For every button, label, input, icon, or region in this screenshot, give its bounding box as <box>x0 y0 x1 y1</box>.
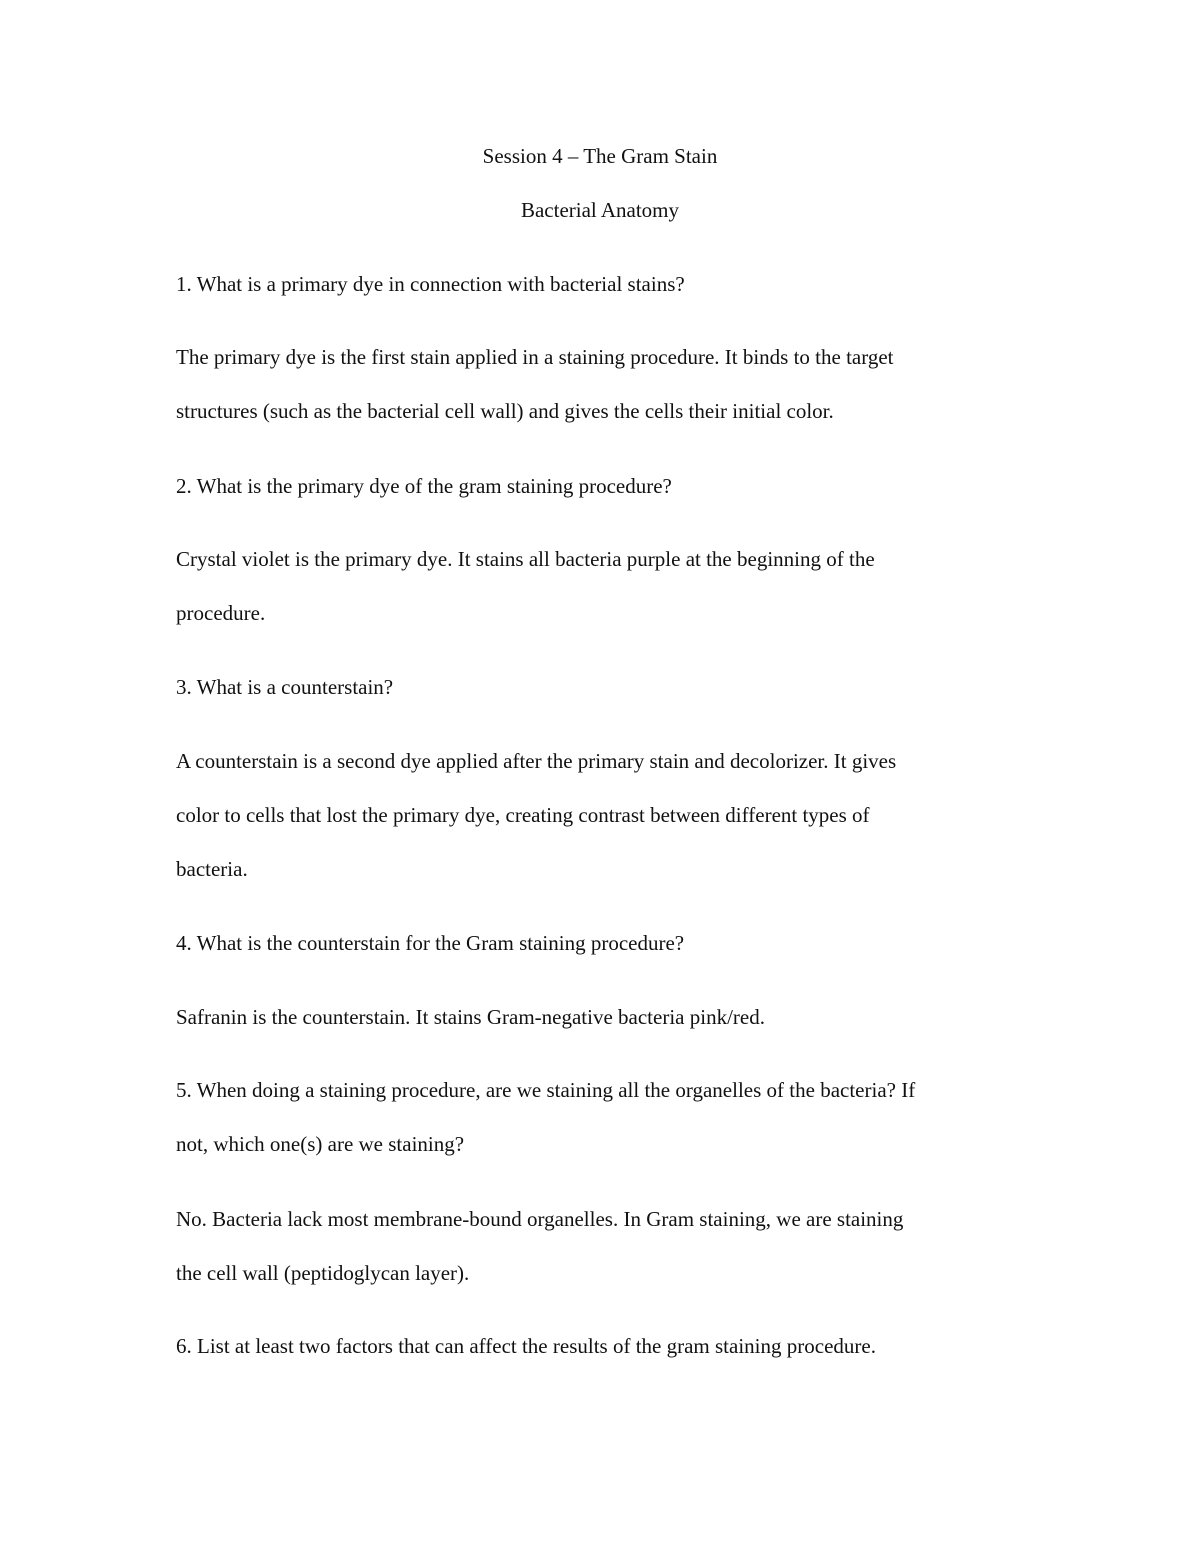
answer-line: Safranin is the counterstain. It stains Gram-negative bacteria pink/red. <box>176 1005 765 1029</box>
answer-line: structures (such as the bacterial cell wall) and gives the cells their initial color. <box>176 399 834 423</box>
question-3 <box>176 660 1026 714</box>
document-subtitle: Bacterial Anatomy <box>520 198 680 222</box>
answer-line: The primary dye is the first stain applied in a staining procedure. It binds to the target <box>176 345 894 369</box>
question-text: 3. What is a counterstain? <box>176 675 394 699</box>
question-text: 1. What is a primary dye in connection with bacterial stains? <box>176 272 685 296</box>
question-1 <box>176 257 1026 311</box>
answer-line: the cell wall (peptidoglycan layer). <box>176 1261 470 1285</box>
answer-line: Crystal violet is the primary dye. It stains all bacteria purple at the beginning of the <box>176 547 875 571</box>
answer-line: No. Bacteria lack most membrane-bound organelles. In Gram staining, we are staining <box>176 1207 904 1231</box>
question-line: 5. When doing a staining procedure, are we staining all the organelles of the bacteria? If <box>176 1078 916 1102</box>
answer-4 <box>176 990 1026 1044</box>
question-2 <box>176 459 1026 513</box>
answer-5 <box>176 1192 1026 1300</box>
answer-line: A counterstain is a second dye applied after the primary stain and decolorizer. It gives <box>176 749 897 773</box>
answer-2 <box>176 532 1026 640</box>
question-text: 2. What is the primary dye of the gram staining procedure? <box>176 474 672 498</box>
answer-1 <box>176 330 1026 438</box>
document-title: Session 4 – The Gram Stain <box>482 144 718 168</box>
question-6 <box>176 1319 1026 1373</box>
question-line: not, which one(s) are we staining? <box>176 1132 465 1156</box>
question-5 <box>176 1063 1026 1171</box>
answer-line: color to cells that lost the primary dye, creating contrast between different types of <box>176 803 870 827</box>
question-text: 6. List at least two factors that can affect the results of the gram staining procedure. <box>176 1334 876 1358</box>
answer-line: procedure. <box>176 601 266 625</box>
answer-3 <box>176 734 1026 896</box>
answer-line: bacteria. <box>176 857 248 881</box>
question-text: 4. What is the counterstain for the Gram staining procedure? <box>176 931 685 955</box>
question-4 <box>176 916 1026 970</box>
